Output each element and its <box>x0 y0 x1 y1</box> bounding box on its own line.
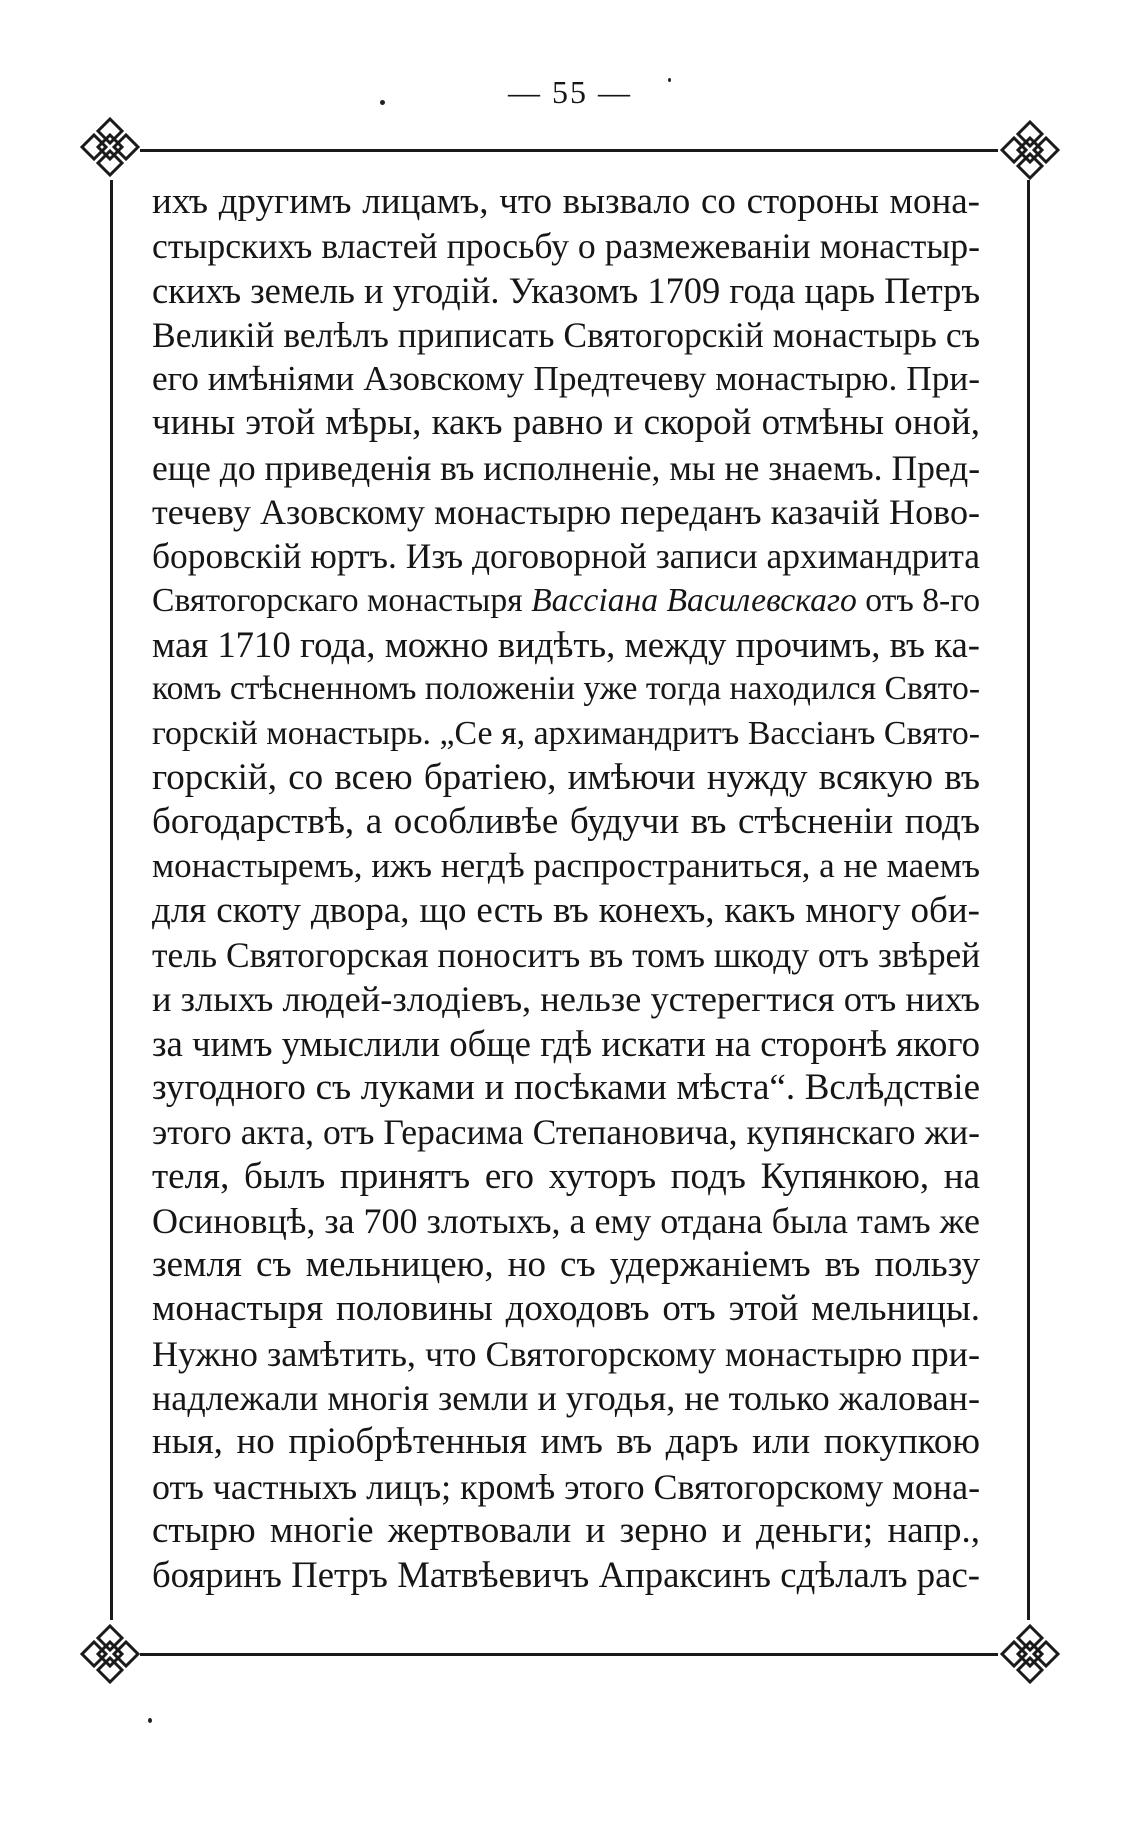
page-number: — 55 — <box>508 74 632 110</box>
text-line: за чимъ умыслили обще гдѣ искати на сторонѣ якого <box>152 1022 980 1064</box>
text-line: тель Святогорская поноситъ въ томъ шкоду отъ звѣрей <box>152 935 981 976</box>
text-line-with-italic-name <box>152 579 980 623</box>
text-line: Нужно замѣтить, что Святогорскому монастырю при- <box>152 1333 980 1374</box>
text-line: ныя, но прiобрѣтенныя имъ въ даръ или покупкою <box>152 1421 980 1463</box>
border-right <box>1027 180 1030 1620</box>
body-text <box>152 180 980 1598</box>
text-line: бояринъ Петръ Матвѣевичъ Апраксинъ сдѣлалъ рас- <box>152 1554 980 1596</box>
text-line: течеву Азовскому монастырю переданъ казачiй Ново- <box>152 492 980 533</box>
text-line: земля съ мельницею, но съ удержанiемъ въ пользу <box>152 1244 980 1286</box>
border-bottom <box>140 1653 998 1656</box>
text-line: скихъ земель и угодiй. Указомъ 1709 года царь Петръ <box>152 270 981 311</box>
text-line: ихъ другимъ лицамъ, что вызвало со стороны мона- <box>152 181 980 222</box>
corner-ornament-bottom-right <box>998 1622 1062 1686</box>
text-line: стырю многiе жертвовали и зерно и деньги; напр., <box>152 1509 980 1551</box>
text-line: зугодного съ луками и посѣками мѣста“. Вслѣдствiе <box>152 1066 980 1108</box>
print-speck <box>380 100 385 105</box>
text-line: монастыремъ, ижъ негдѣ распространиться, а не маемъ <box>152 846 980 886</box>
text-line-segment: Святогорскаго монастыря <box>152 581 532 619</box>
corner-ornament-bottom-left <box>78 1622 142 1686</box>
text-line: чины этой мѣры, какъ равно и скорой отмѣны оной, <box>152 402 980 444</box>
text-line: этого акта, отъ Герасима Степановича, купянскаго жи- <box>152 1112 980 1153</box>
text-line: монастыря половины доходовъ отъ этой мельницы. <box>152 1288 980 1330</box>
text-line-segment: отъ 8-го <box>856 581 981 619</box>
corner-ornament-top-right <box>998 118 1062 182</box>
italic-name: Вассiана Василевскаго <box>531 581 857 619</box>
text-line: для скоту двора, що есть въ конехъ, какъ многу оби- <box>152 889 980 931</box>
border-left <box>110 180 113 1620</box>
text-line: и злыхъ людей-злодiевъ, нельзе устерегтися отъ нихъ <box>152 979 980 1020</box>
text-line: теля, былъ принятъ его хуторъ подъ Купянкою, на <box>152 1155 980 1197</box>
text-line: горскiй монастырь. „Се я, архимандритъ Вассiанъ Свято- <box>152 714 980 752</box>
text-line: стырскихъ властей просьбу о размежеванiи монастыр- <box>152 226 980 267</box>
text-line: богодарствѣ, а особливѣе будучи въ стѣсненiи подъ <box>152 801 980 843</box>
border-top <box>140 149 998 152</box>
text-line: надлежали многiя земли и угодья, не только жалован- <box>152 1378 980 1419</box>
text-line: боровскiй юртъ. Изъ договорной записи архимандрита <box>152 536 980 577</box>
corner-ornament-top-left <box>78 115 142 179</box>
print-speck <box>668 78 671 82</box>
text-line: комъ стѣсненномъ положенiи уже тогда находился Свято- <box>152 670 981 708</box>
text-line: еще до приведенiя въ исполненiе, мы не знаемъ. Пред- <box>152 447 981 488</box>
text-line: Осиновцѣ, за 700 злотыхъ, а ему отдана была тамъ же <box>152 1200 980 1241</box>
print-speck <box>148 1718 152 1723</box>
text-line: мая 1710 года, можно видѣть, между прочимъ, въ ка- <box>152 623 980 665</box>
text-line: горскiй, со всею братiею, имѣючи нужду всякую въ <box>152 756 980 798</box>
text-line: отъ частныхъ лицъ; кромѣ этого Святогорскому мона- <box>152 1466 981 1507</box>
text-line: его имѣнiями Азовскому Предтечеву монастырю. При- <box>152 359 980 399</box>
text-line: Великiй велѣлъ приписать Святогорскiй монастырь съ <box>152 314 980 355</box>
